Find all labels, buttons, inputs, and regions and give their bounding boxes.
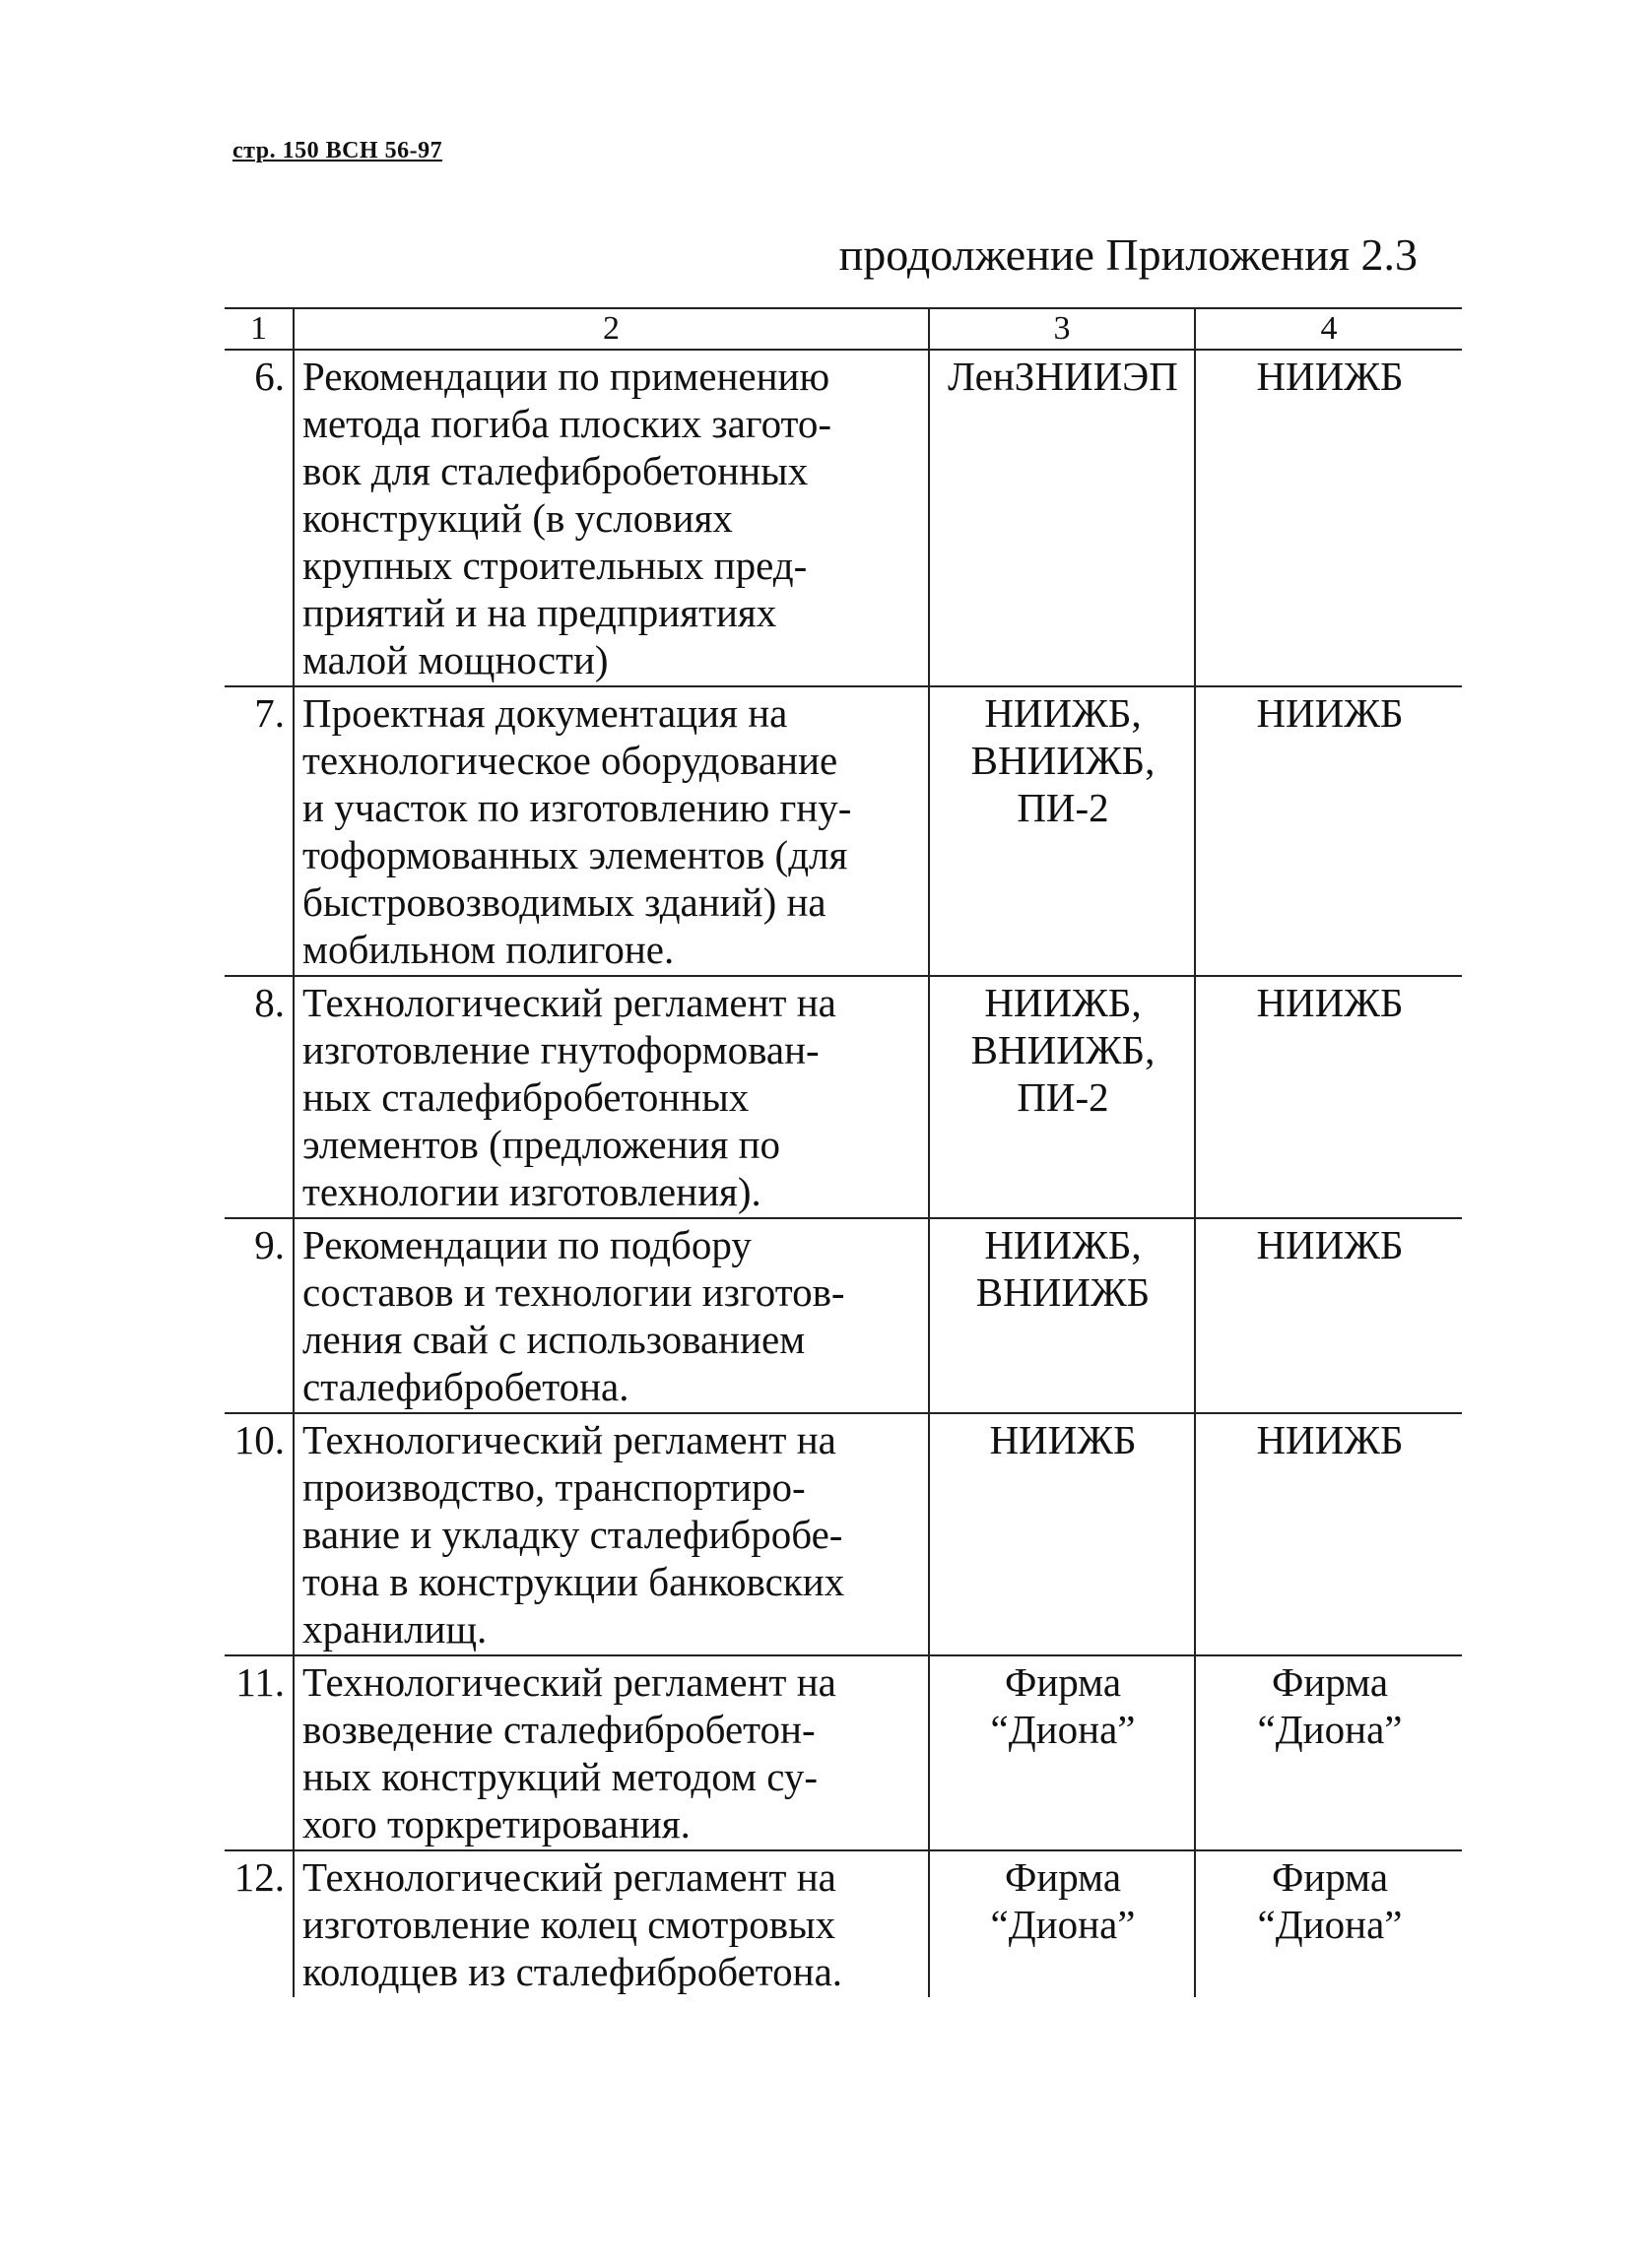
row-customer: Фирма “Диона”: [1195, 1655, 1462, 1850]
row-number: 6.: [225, 350, 294, 686]
row-number: 10.: [225, 1413, 294, 1655]
table-row: [225, 686, 1462, 976]
appendix-title: продолжение Приложения 2.3: [838, 229, 1418, 280]
row-developer: ЛенЗНИИЭП: [929, 350, 1195, 686]
appendix-table: [225, 307, 1462, 1997]
column-header-developer: 3: [929, 308, 1195, 350]
row-developer: Фирма “Диона”: [929, 1655, 1195, 1850]
column-header-description: 2: [294, 308, 929, 350]
row-description: Рекомендации по применению метода погиба плоских загото- вок для сталефибробетонных конструкций (в условиях крупных строительных пред- приятий и на предприятиях малой мощности): [294, 350, 929, 686]
row-description: Технологический регламент на производство, транспортиро- вание и укладку сталефибробе- тона в конструкции банковских хранилищ.: [294, 1413, 929, 1655]
table-header-row: [225, 308, 1462, 350]
row-developer: НИИЖБ, ВНИИЖБ, ПИ-2: [929, 686, 1195, 976]
row-number: 11.: [225, 1655, 294, 1850]
row-description: Технологический регламент на изготовление гнутоформован- ных сталефибробетонных элементов (предложения по технологии изготовления).: [294, 976, 929, 1218]
table-row: [225, 976, 1462, 1218]
table-row: [225, 1850, 1462, 1997]
row-number: 8.: [225, 976, 294, 1218]
column-header-customer: 4: [1195, 308, 1462, 350]
table-row: [225, 350, 1462, 686]
row-description: Рекомендации по подбору составов и технологии изготов- ления свай с использованием сталефибробетона.: [294, 1218, 929, 1413]
row-customer: Фирма “Диона”: [1195, 1850, 1462, 1997]
row-description: Технологический регламент на возведение сталефибробетон- ных конструкций методом су- хого торкретирования.: [294, 1655, 929, 1850]
row-number: 9.: [225, 1218, 294, 1413]
row-developer: НИИЖБ, ВНИИЖБ: [929, 1218, 1195, 1413]
table-row: [225, 1655, 1462, 1850]
row-customer: НИИЖБ: [1195, 1218, 1462, 1413]
page-header: стр. 150 ВСН 56-97: [232, 138, 443, 163]
row-number: 7.: [225, 686, 294, 976]
row-description: Технологический регламент на изготовление колец смотровых колодцев из сталефибробетона.: [294, 1850, 929, 1997]
table-row: [225, 1413, 1462, 1655]
row-customer: НИИЖБ: [1195, 976, 1462, 1218]
table-row: [225, 1218, 1462, 1413]
row-customer: НИИЖБ: [1195, 1413, 1462, 1655]
row-customer: НИИЖБ: [1195, 350, 1462, 686]
row-customer: НИИЖБ: [1195, 686, 1462, 976]
row-number: 12.: [233, 1854, 285, 1900]
row-developer: НИИЖБ, ВНИИЖБ, ПИ-2: [929, 976, 1195, 1218]
row-developer: Фирма “Диона”: [929, 1850, 1195, 1997]
row-developer: НИИЖБ: [929, 1413, 1195, 1655]
row-description: Проектная документация на технологическое оборудование и участок по изготовлению гну- тоформованных элементов (для быстровозводимых зданий) на мобильном полигоне.: [294, 686, 929, 976]
column-header-number: 1: [225, 308, 294, 350]
